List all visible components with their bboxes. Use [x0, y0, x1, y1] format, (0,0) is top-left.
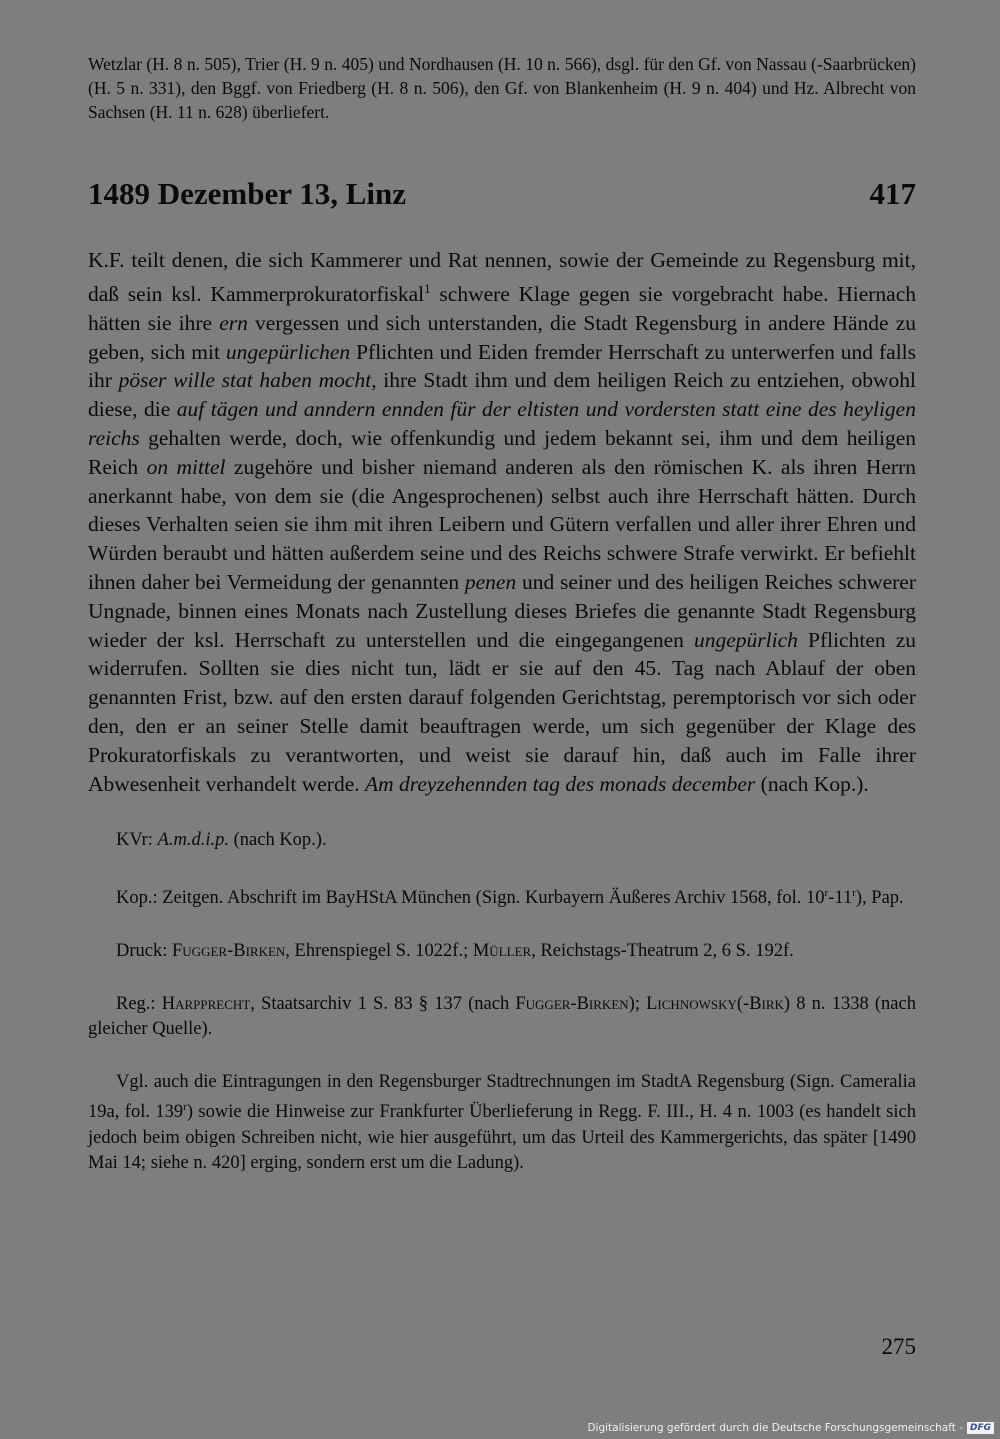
kvr-note: [88, 828, 916, 853]
quote-italic: ern: [219, 310, 248, 335]
kvr-value: A.m.d.i.p.: [157, 830, 229, 851]
quote-italic: auf tägen und anndern ennden für der eltisten und vordersten statt eine des heyligen reichs: [88, 397, 916, 450]
digitization-footer: [587, 1422, 994, 1434]
text-run: , Reichstags-Theatrum 2, 6 S. 192f.: [531, 941, 794, 962]
quote-italic: ungepürlichen: [225, 339, 351, 364]
reg-note: [88, 992, 916, 1042]
quote-italic: Am dreyzehennden tag des monads december: [365, 771, 756, 796]
text-run: zugehöre und bisher niemand anderen als den römischen K. als ihren Herrn anerkannt habe, von dem sie (die Angesprochenen) selbst auch ihre Herrschaft hätten. Durch dieses Verhalten seien sie ihm mit ihren Leibern und Gütern verfallen und aller ihrer Ehren und Würden beraubt und hätten außerdem seine und des Reichs schwere Strafe verwirkt. Er befiehlt ihnen daher bei Vermeidung der genannten: [88, 454, 916, 594]
text-run: Pflichten und Eiden fremder Herrschaft zu unterwerfen und falls ihr: [88, 339, 917, 393]
author-name: Müller: [472, 941, 532, 962]
text-run: , Ehrenspiegel S. 1022f.;: [285, 941, 473, 962]
quote-italic: penen: [464, 569, 517, 594]
text-run: Reg.:: [116, 994, 162, 1015]
superscript: r: [852, 887, 856, 900]
text-run: );: [628, 994, 647, 1015]
text-run: ) sowie die Hinweise zur Frankfurter Überlieferung in Regg. F. III., H. 4 n. 1003 (es handelt sich jedoch beim obigen Schreiben nicht, wie hier ausgeführt, um das Urteil des Kammergerichts, das später [1490 Mai 14; siehe n. 420] erging, sondern erst um die Ladung).: [88, 1102, 916, 1173]
text-run: ), Pap.: [855, 888, 904, 909]
entry-date-place: 1489 Dezember 13, Linz: [88, 176, 406, 211]
text-run: Pflichten zu widerrufen. Sollten sie dies nicht tun, lädt er sie auf den 45. Tag nach Ablauf der oben genannten Frist, bzw. auf den ersten darauf folgenden Gerichtstag, peremptorisch vor sich oder den, den er an seiner Stelle damit beauftragen werde, um sich gegenüber der Klage des Prokuratorfiskals zu verantworten, und weist sie darauf hin, daß auch im Falle ihrer Abwesenheit verhandelt werde.: [88, 627, 917, 796]
footnote-marker: 1: [424, 280, 431, 296]
text-run: , Staatsarchiv 1 S. 83 § 137 (nach: [250, 994, 516, 1015]
quote-italic: on mittel: [146, 454, 226, 479]
author-name: Fugger-Birken: [515, 994, 629, 1015]
text-run: , ihre Stadt ihm und dem heiligen Reich zu entziehen, obwohl diese, die: [88, 368, 916, 422]
text-run: 8 n. 1338 (nach gleicher Quelle).: [88, 994, 916, 1040]
superscript: r: [183, 1101, 187, 1114]
entry-heading: [88, 176, 916, 212]
author-name: Lichnowsky(-Birk): [646, 994, 791, 1015]
druck-note: [88, 939, 916, 964]
quote-italic: pöser wille stat haben mocht: [118, 368, 372, 393]
text-run: schwere Klage gegen sie vorgebracht habe. Hiernach hätten sie ihre: [88, 281, 916, 335]
text-run: vergessen und sich unterstanden, die Stadt Regensburg in andere Hände zu geben, sich mit: [88, 310, 917, 364]
author-name: Harpprecht: [161, 994, 251, 1015]
superscript: r: [824, 887, 829, 900]
text-run: (nach Kop.).: [755, 771, 869, 796]
text-run: Kop.: Zeitgen. Abschrift im BayHStA München (Sign. Kurbayern Äußeres Archiv 1568, fol. 10: [116, 888, 825, 909]
text-run: (nach Kop.).: [228, 830, 327, 851]
note-label: KVr:: [116, 830, 158, 851]
vgl-note: [88, 1070, 916, 1175]
dfg-logo-icon: DFG: [967, 1422, 994, 1434]
quote-italic: ungepürlich: [694, 627, 798, 652]
text-run: gehalten werde, doch, wie offenkundig und jedem bekannt sei, ihm und dem heiligen Reich: [88, 425, 916, 479]
text-run: K.F. teilt denen, die sich Kammerer und Rat nennen, sowie der Gemeinde zu Regensburg mit, daß sein ksl. Kammerprokuratorfiskal: [88, 248, 916, 306]
text-run: und seiner und des heiligen Reiches schwerer Ungnade, binnen eines Monats nach Zustellung dieses Briefes die genannte Stadt Regensburg wieder der ksl. Herrschaft zu unterstellen und die eingegangenen: [88, 569, 917, 652]
author-name: Fugger-Birken: [172, 941, 286, 962]
footer-text: Digitalisierung gefördert durch die Deutsche Forschungsgemeinschaft -: [587, 1422, 963, 1434]
text-run: Vgl. auch die Eintragungen in den Regensburger Stadtrechnungen im StadtA Regensburg (Sign. Cameralia 19a, fol. 139: [88, 1072, 916, 1123]
kop-note: [88, 881, 916, 911]
document-page: [88, 52, 916, 1176]
entry-number: 417: [869, 176, 916, 211]
text-run: Druck:: [116, 941, 172, 962]
regest-text: [88, 246, 916, 798]
page-number: 275: [881, 1334, 916, 1359]
intro-paragraph: Wetzlar (H. 8 n. 505), Trier (H. 9 n. 405) und Nordhausen (H. 10 n. 566), dsgl. für den Gf. von Nassau (-Saarbrücken) (H. 5 n. 331), den Bggf. von Friedberg (H. 8 n. 506), den Gf. von Blankenheim (H. 9 n. 404) und Hz. Albrecht von Sachsen (H. 11 n. 628) überliefert.: [88, 54, 916, 122]
text-run: -11: [828, 888, 853, 909]
